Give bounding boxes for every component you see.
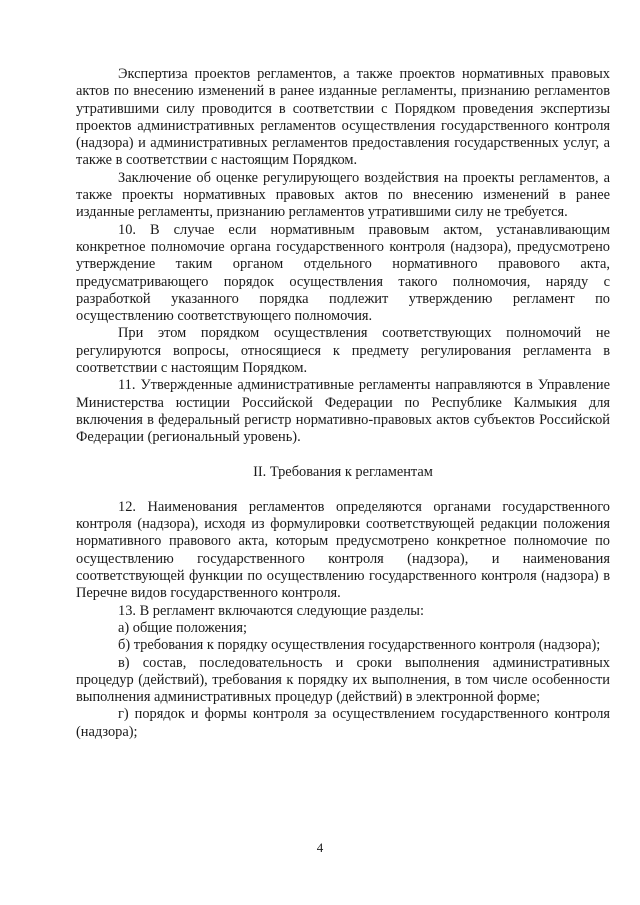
list-item-g: г) порядок и формы контроля за осуществлением государственного контроля (надзора); xyxy=(76,706,610,740)
section-heading: II. Требования к регламентам xyxy=(253,463,433,480)
list-item-b: б) требования к порядку осуществления государственного контроля (надзора); xyxy=(118,637,601,654)
paragraph-expertise: Экспертиза проектов регламентов, а также проектов нормативных правовых актов по внесению изменений в ранее изданные регламенты, признанию регламентов утратившими силу проводится в соответствии с Порядком проведения экспертизы проектов административных регламентов осуществления государственного контроля (надзора) и административных регламентов предоставления государственных услуг, а также в соответствии с настоящим Порядком. xyxy=(76,66,610,169)
list-item-a: а) общие положения; xyxy=(118,619,247,636)
paragraph-item-12: 12. Наименования регламентов определяются органами государственного контроля (надзора), исходя из формулировки соответствующей редакции положения нормативного правового акта, которым предусмотрено конкретное полномочие по осуществлению государственного контроля (надзора), и наименования соответствующей функции по осуществлению государственного контроля (надзора) в Перечне видов государственного контроля. xyxy=(76,498,610,602)
paragraph-powers-procedure: При этом порядком осуществления соответствующих полномочий не регулируются вопросы, относящиеся к предмету регулирования регламента в соответствии с настоящим Порядком. xyxy=(76,325,610,377)
paragraph-item-10: 10. В случае если нормативным правовым актом, устанавливающим конкретное полномочие органа государственного контроля (надзора), предусмотрено утверждение таким органом отдельного нормативного правового акта, предусматривающего порядок осуществления такого полномочия, наряду с разработкой указанного порядка подлежит утверждению регламент по осуществлению соответствующего полномочия. xyxy=(76,221,610,325)
list-item-v: в) состав, последовательность и сроки выполнения административных процедур (действий), требования к порядку их выполнения, в том числе особенности выполнения административных процедур (действий) в электронной форме; xyxy=(76,654,610,706)
paragraph-regulatory-impact: Заключение об оценке регулирующего воздействия на проекты регламентов, а также проекты нормативных правовых актов по внесению изменений в ранее изданные регламенты, признанию регламентов утратившими силу не требуется. xyxy=(76,169,610,221)
page-number: 4 xyxy=(316,840,324,855)
paragraph-item-13: 13. В регламент включаются следующие разделы: xyxy=(118,602,424,619)
document-page xyxy=(76,66,610,741)
paragraph-item-11: 11. Утвержденные административные регламенты направляются в Управление Министерства юстиции Российской Федерации по Республике Калмыкия для включения в федеральный регистр нормативно-правовых актов субъектов Российской Федерации (региональный уровень). xyxy=(76,377,610,446)
